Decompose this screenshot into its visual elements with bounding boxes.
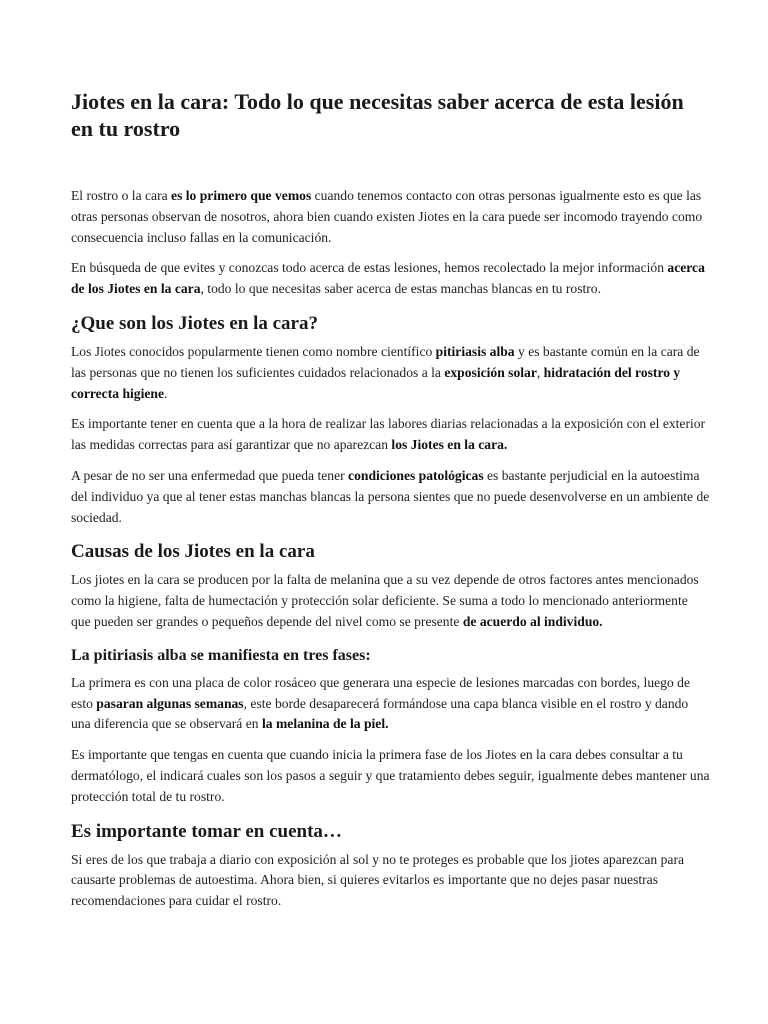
que-son-paragraph-1 (71, 342, 710, 404)
causas-paragraph-1 (71, 570, 710, 632)
fases-paragraph-2 (71, 745, 710, 807)
text-run: A pesar de no ser una enfermedad que pueda tener (71, 467, 349, 483)
bold-text: exposición solar (444, 364, 537, 380)
page-title: Jiotes en la cara: Todo lo que necesitas saber acerca de esta lesión en tu rostro (71, 89, 684, 141)
bold-text: es lo primero que vemos (171, 188, 312, 203)
text-run: , este borde desaparecerá formándose una capa blanca visible en el rostro y dando una diferencia que se observará en (71, 695, 689, 732)
bold-text: acerca de los Jiotes en la cara (71, 260, 705, 297)
text-run: cuando tenemos contacto con otras personas igualmente esto es que las otras personas observan de nosotros, ahora bien cuando existen Jiotes en la cara puede ser incomodo trayendo como consecuencia incluso fallas en la comunicación. (71, 188, 703, 245)
bold-text: pasaran algunas semanas (96, 695, 244, 711)
intro-paragraph-2 (71, 258, 710, 300)
bold-text: los Jiotes en la cara. (391, 437, 508, 453)
importante-paragraph-1 (71, 850, 710, 912)
text-run: Es importante que tengas en cuenta que cuando inicia la primera fase de los Jiotes en la cara debes consultar a tu dermatólogo, el indicará cuales son los pasos a seguir y que tratamiento debes seguir, igualmente debes mantener una protección total de tu rostro. (71, 747, 710, 804)
fases-paragraph-1 (71, 673, 710, 735)
text-run: Los jiotes en la cara se producen por la falta de melanina que a su vez depende de otros factores antes mencionados como la higiene, falta de humectación y protección solar deficiente. Se suma a todo lo mencionado anteriormente que pueden ser grandes o pequeños depende del nivel como se presente (71, 572, 699, 629)
que-son-paragraph-3 (71, 466, 710, 528)
heading-que-son: ¿Que son los Jiotes en la cara? (71, 312, 318, 334)
bold-text: condiciones patológicas (348, 467, 484, 483)
text-run: , todo lo que necesitas saber acerca de estas manchas blancas en tu rostro. (200, 281, 601, 297)
bold-text: pitiriasis alba (435, 343, 515, 359)
text-run: Es importante tener en cuenta que a la hora de realizar las labores diarias relacionadas a la exposición con el exterior las medidas correctas para así garantizar que no aparezcan (71, 416, 706, 453)
heading-importante: Es importante tomar en cuenta… (71, 820, 342, 842)
text-run: El rostro o la cara (71, 188, 172, 203)
text-run: Si eres de los que trabaja a diario con exposición al sol y no te proteges es probable que los jiotes aparezcan para causarte problemas de autoestima. Ahora bien, si quieres evitarlos es importante que no dejes pasar nuestras recomendaciones para cuidar el rostro. (71, 851, 685, 909)
text-run: es bastante perjudicial en la autoestima del individuo ya que al tener estas manchas blancas la persona sientes que no puede desenvolverse en un ambiente de sociedad. (71, 467, 710, 525)
text-run: . (163, 385, 168, 401)
heading-fases: La pitiriasis alba se manifiesta en tres fases: (71, 646, 371, 664)
heading-causas: Causas de los Jiotes en la cara (71, 541, 315, 563)
bold-text: hidratación del rostro y correcta higiene (71, 364, 681, 401)
que-son-paragraph-2 (71, 414, 710, 456)
article-body (71, 186, 710, 912)
text-run: Los Jiotes conocidos popularmente tienen como nombre científico (71, 343, 436, 359)
bold-text: de acuerdo al individuo. (462, 613, 603, 629)
text-run: La primera es con una placa de color rosáceo que generara una especie de lesiones marcadas con bordes, luego de esto (71, 674, 690, 711)
intro-paragraph-1 (71, 186, 710, 248)
bold-text: la melanina de la piel. (261, 716, 389, 732)
text-run: , (536, 364, 544, 380)
text-run: y es bastante común en la cara de las personas que no tienen los suficientes cuidados relacionados a la (71, 343, 700, 380)
text-run: En búsqueda de que evites y conozcas todo acerca de estas lesiones, hemos recolectado la mejor información (71, 260, 668, 276)
